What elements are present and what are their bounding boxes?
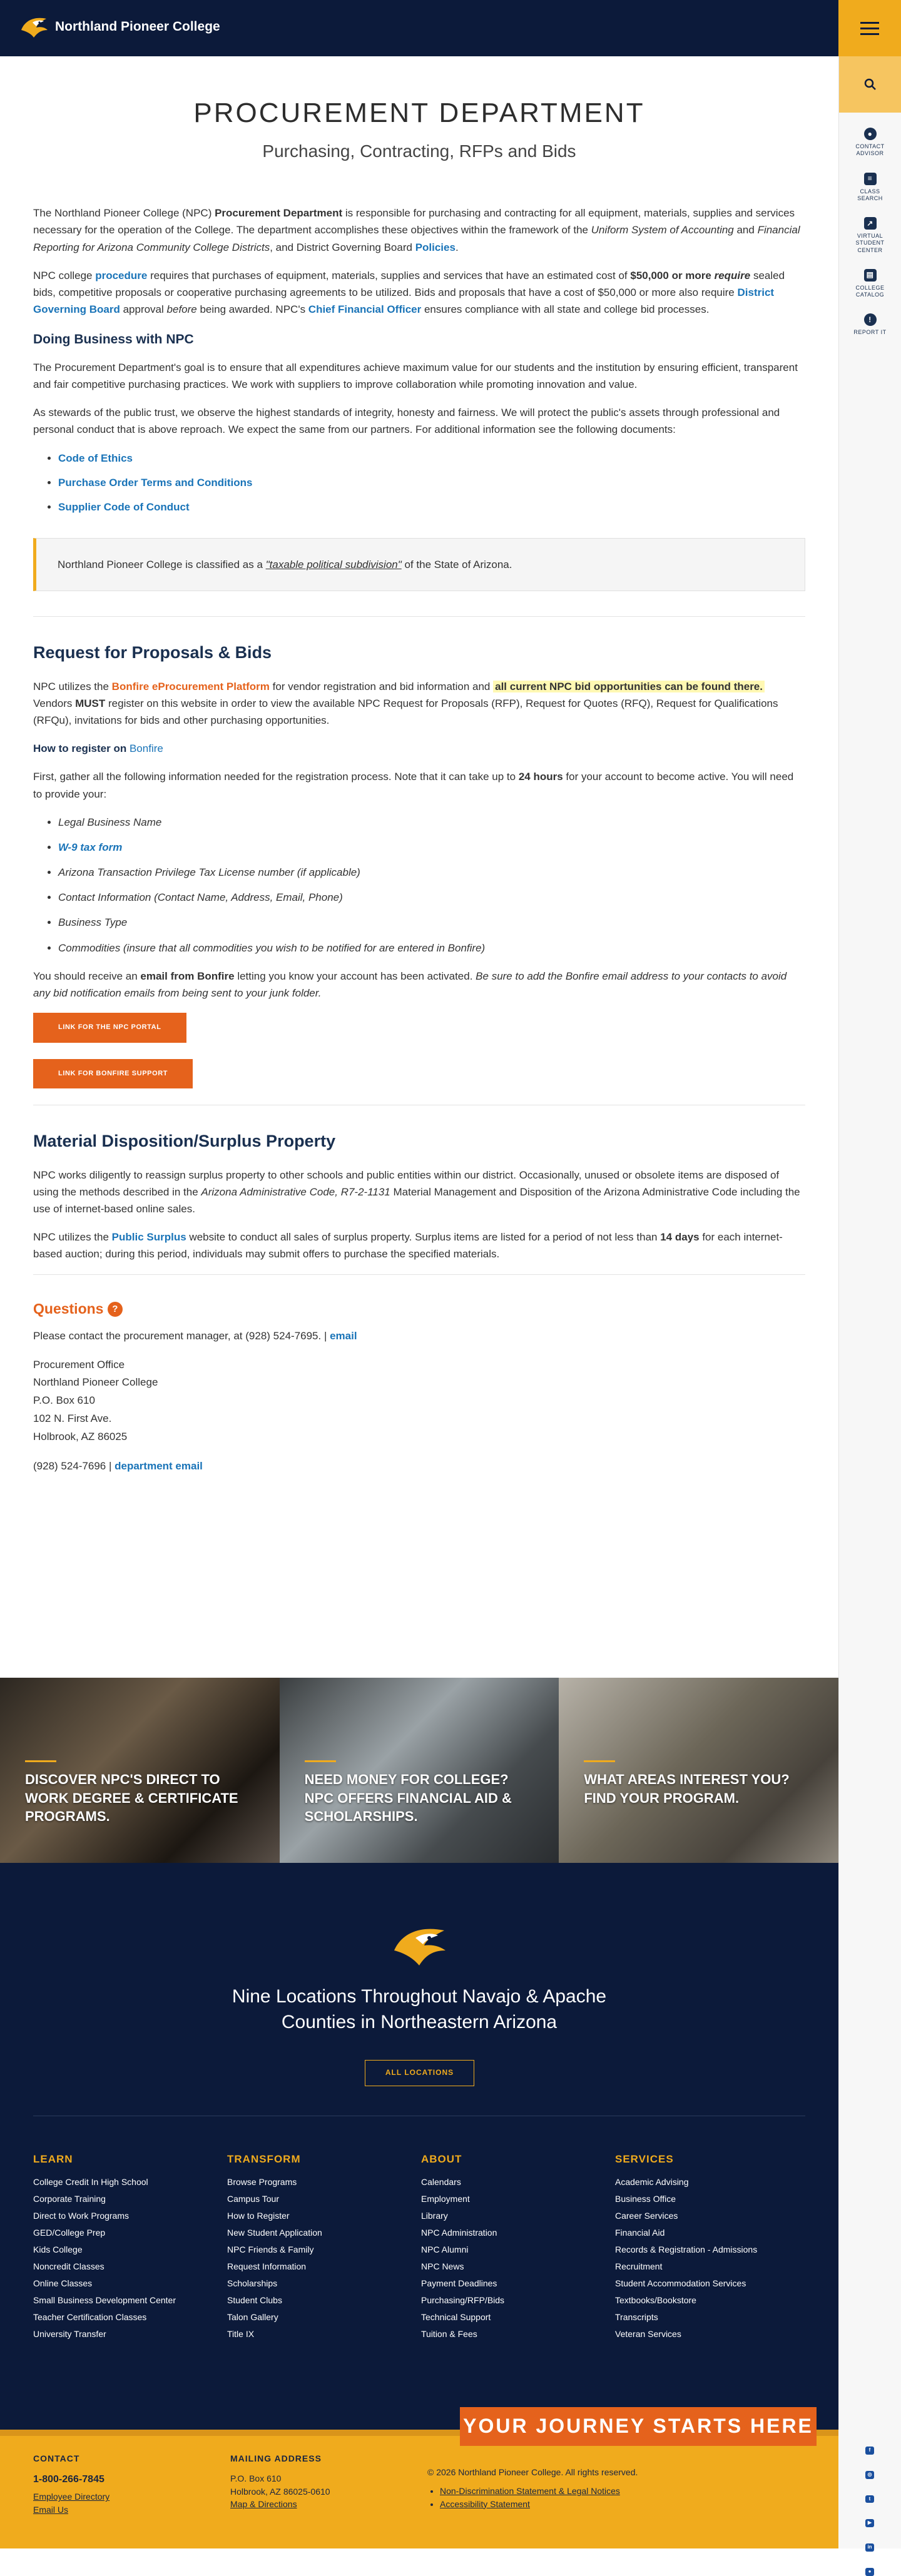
locations-title: Nine Locations Throughout Navajo & Apache Counties in Northeastern Arizona	[232, 1986, 607, 2032]
footer-link[interactable]: Financial Aid	[615, 2228, 665, 2238]
footer-link[interactable]: Title IX	[227, 2329, 255, 2340]
footer-link[interactable]: New Student Application	[227, 2228, 322, 2238]
bonfire-platform-link[interactable]: Bonfire eProcurement Platform	[111, 680, 270, 692]
rail-label: REPORT IT	[853, 329, 887, 336]
department-email-link[interactable]: department email	[115, 1459, 203, 1472]
surplus-heading: Material Disposition/Surplus Property	[33, 1132, 336, 1151]
all-locations-button[interactable]: ALL LOCATIONS	[365, 2060, 474, 2086]
college-catalog-link[interactable]	[839, 269, 901, 299]
footer-link[interactable]: Kids College	[33, 2244, 83, 2255]
promo-text: DISCOVER NPC'S DIRECT TO WORK DEGREE & CERTIFICATE PROGRAMS.	[25, 1772, 238, 1825]
rail-label: CONTACT ADVISOR	[855, 143, 885, 157]
map-directions-link[interactable]: Map & Directions	[230, 2498, 297, 2509]
footer-link[interactable]: NPC Friends & Family	[227, 2244, 314, 2255]
footer-link[interactable]: Campus Tour	[227, 2194, 280, 2204]
promo-financial-aid[interactable]	[280, 1678, 559, 1863]
footer-columns	[33, 2151, 809, 2343]
footer-link[interactable]: Teacher Certification Classes	[33, 2312, 147, 2323]
footer-link[interactable]: Student Clubs	[227, 2295, 282, 2306]
surplus-paragraph: NPC works diligently to reassign surplus property to other schools and public entities within our district. Occasionally, unused or obsolete items are disposed of using the methods described in the Arizona Administrative Code, R7-2-1131 Material Management and Disposition of the Arizona Administrative Code including the use of internet-based online sales.	[33, 1169, 800, 1215]
bonfire-register-link[interactable]: Bonfire	[129, 743, 163, 755]
public-surplus-paragraph: NPC utilizes the Public Surplus website to conduct all sales of surplus property. Surplus items are listed for a period of not less than 14 days for each internet-based auction; during this period, individuals may submit offers to purchase the specified materials.	[33, 1231, 783, 1260]
footer-link[interactable]: How to Register	[227, 2211, 290, 2221]
employee-directory-link[interactable]: Employee Directory	[33, 2492, 110, 2502]
list-item	[58, 450, 805, 467]
main-content	[0, 56, 838, 1486]
report-it-link[interactable]	[839, 313, 901, 336]
legal-block	[427, 2466, 638, 2510]
copyright: © 2026 Northland Pioneer College. All rights reserved.	[427, 2467, 638, 2477]
npc-portal-button[interactable]: LINK FOR THE NPC PORTAL	[33, 1013, 186, 1043]
email-link[interactable]: email	[330, 1330, 357, 1342]
virtual-student-center-icon: ↗	[864, 217, 877, 230]
footer-link[interactable]: Browse Programs	[227, 2177, 297, 2188]
footer-column-services	[615, 2151, 809, 2343]
public-surplus-link[interactable]: Public Surplus	[111, 1231, 186, 1244]
logo-text: Northland Pioneer College	[55, 19, 220, 34]
activation-paragraph: You should receive an email from Bonfire letting you know your account has been activated. Be sure to add the Bonfire email address to your contacts to avoid any bid notification emails from being sent to your junk folder.	[33, 970, 787, 1000]
footer-link[interactable]: Payment Deadlines	[421, 2278, 497, 2289]
search-button[interactable]	[839, 56, 901, 113]
footer-link[interactable]: Academic Advising	[615, 2177, 689, 2188]
promo-direct-to-work[interactable]	[0, 1678, 280, 1863]
footer-link[interactable]: Employment	[421, 2194, 470, 2204]
goal-paragraph: The Procurement Department's goal is to ensure that all expenditures achieve maximum value for our students and the institution by ensuring efficient, transparent and fair competitive purchasing practices. We work with suppliers to improve collaboration while promoting innovation and value.	[33, 361, 798, 391]
contact-heading: CONTACT	[33, 2453, 80, 2463]
procedure-paragraph: NPC college procedure requires that purchases of equipment, materials, supplies and services that have an estimated cost of $50,000 or more require sealed bids, competitive proposals or cooperative purchasing agreements to be utilized. Bids and proposals that have a cost of $50,000 or more also require District Governing Board approval before being awarded. NPC's Chief Financial Officer ensures compliance with all state and college bid processes.	[33, 269, 785, 316]
flickr-icon[interactable]: ●	[865, 2568, 874, 2576]
accent-bar	[584, 1760, 615, 1762]
rail-label: COLLEGE CATALOG	[855, 284, 885, 298]
rail-label: CLASS SEARCH	[857, 188, 883, 201]
accessibility-link[interactable]: • Accessibility Statement	[440, 2498, 530, 2509]
register-heading: How to register on Bonfire	[33, 743, 163, 755]
promo-text: NEED MONEY FOR COLLEGE? NPC OFFERS FINANCIAL AID & SCHOLARSHIPS.	[304, 1772, 512, 1825]
contact-paragraph: Please contact the procurement manager, at (928) 524-7695. | email	[33, 1330, 357, 1342]
list-item	[58, 839, 805, 856]
mailing-block: MAILING ADDRESS P.O. Box 610 Holbrook, AZ 86025-0610 Map & Directions	[230, 2452, 330, 2510]
footer-link[interactable]: Calendars	[421, 2177, 461, 2188]
rail-label: VIRTUAL STUDENT CENTER	[855, 233, 885, 253]
footer-link[interactable]: Textbooks/Bookstore	[615, 2295, 696, 2306]
doing-business-heading: Doing Business with NPC	[33, 332, 194, 347]
eagle-logo-icon	[388, 1919, 450, 1969]
list-item: • Commodities (insure that all commodities you wish to be notified for are entered in Bonfire)	[58, 940, 805, 956]
footer-link[interactable]: Student Accommodation Services	[615, 2278, 746, 2289]
instagram-icon[interactable]: ◎	[865, 2471, 874, 2479]
info-icon: !	[864, 313, 877, 326]
questions-heading: Questions ?	[33, 1297, 805, 1321]
top-header	[0, 0, 838, 56]
facebook-icon[interactable]: f	[865, 2447, 874, 2455]
rfp-heading: Request for Proposals & Bids	[33, 643, 272, 662]
accent-bar	[25, 1760, 56, 1762]
list-item	[58, 499, 805, 515]
footer-link[interactable]: Tuition & Fees	[421, 2329, 477, 2340]
promo-find-program[interactable]	[559, 1678, 838, 1863]
procedure-link[interactable]: procedure	[95, 269, 148, 281]
page-subtitle: Purchasing, Contracting, RFPs and Bids	[262, 141, 576, 161]
email-us-link[interactable]: Email Us	[33, 2504, 69, 2515]
divider	[33, 1274, 805, 1275]
contact-phone[interactable]: 1-800-266-7845	[33, 2474, 104, 2485]
footer-link[interactable]: Library	[421, 2211, 448, 2221]
bottom-band	[0, 2415, 838, 2548]
footer-link[interactable]: Request Information	[227, 2261, 307, 2272]
non-discrimination-link[interactable]: • Non-Discrimination Statement & Legal Notices	[440, 2486, 620, 2497]
footer-link[interactable]: GED/College Prep	[33, 2228, 106, 2238]
college-logo-link[interactable]	[19, 11, 220, 43]
contact-advisor-link[interactable]	[839, 128, 901, 158]
po-terms-link[interactable]: Purchase Order Terms and Conditions	[58, 476, 253, 489]
page-title: PROCUREMENT DEPARTMENT	[193, 98, 645, 128]
list-item: • Arizona Transaction Privilege Tax License number (if applicable)	[58, 864, 805, 881]
footer-link[interactable]: Corporate Training	[33, 2194, 106, 2204]
quick-links-rail	[838, 56, 901, 2548]
search-icon	[864, 78, 877, 91]
cfo-link[interactable]: Chief Financial Officer	[308, 303, 422, 316]
footer-link[interactable]: Technical Support	[421, 2312, 491, 2323]
accent-bar	[305, 1760, 336, 1762]
youtube-icon[interactable]: ▶	[865, 2519, 874, 2527]
footer-column-transform	[227, 2151, 421, 2343]
footer-link[interactable]: Scholarships	[227, 2278, 278, 2289]
tax-classification-callout: Northland Pioneer College is classified as a "taxable political subdivision" of the State of Arizona.	[33, 538, 805, 591]
contact-block	[33, 2452, 109, 2516]
registration-info-paragraph: First, gather all the following information needed for the registration process. Note that it can take up to 24 hours for your account to become active. You will need to provide your:	[33, 771, 794, 800]
promo-text: WHAT AREAS INTEREST YOU? FIND YOUR PROGRAM.	[584, 1772, 790, 1806]
footer-link[interactable]: Small Business Development Center	[33, 2295, 176, 2306]
list-item: • Legal Business Name	[58, 814, 805, 831]
stewards-paragraph: As stewards of the public trust, we observe the highest standards of integrity, honesty and fairness. We will protect the public's assets through professional and personal conduct that is above reproach. We expect the same from our partners. For additional information see the following documents:	[33, 407, 780, 436]
policies-link[interactable]: Policies	[415, 241, 456, 253]
footer-link[interactable]: University Transfer	[33, 2329, 106, 2340]
footer-link[interactable]: Records & Registration - Admissions	[615, 2244, 758, 2255]
footer-link[interactable]: Recruitment	[615, 2261, 663, 2272]
code-of-ethics-link[interactable]: Code of Ethics	[58, 452, 133, 464]
class-search-link[interactable]	[839, 173, 901, 203]
list-item	[58, 474, 805, 491]
procurement-address: Procurement Office Northland Pioneer College P.O. Box 610 102 N. First Ave. Holbrook, AZ 86025	[33, 1358, 158, 1443]
bonfire-paragraph: NPC utilizes the Bonfire eProcurement Platform for vendor registration and bid information and all current NPC bid opportunities can be found there. Vendors MUST register on this website in order to view the available NPC Request for Proposals (RFP), Request for Quotes (RFQ), Request for Qualifications (RFQu), invitations for bids and other purchasing opportunities.	[33, 680, 778, 726]
footer-link[interactable]: Purchasing/RFP/Bids	[421, 2295, 505, 2306]
mailing-heading: MAILING ADDRESS	[230, 2453, 322, 2463]
promo-tiles	[0, 1678, 838, 1863]
footer-column-heading: ABOUT	[421, 2153, 462, 2165]
requirements-list	[58, 814, 805, 956]
footer-link[interactable]: Direct to Work Programs	[33, 2211, 129, 2221]
slogan-banner: YOUR JOURNEY STARTS HERE	[460, 2407, 817, 2446]
list-item: • Business Type	[58, 914, 805, 931]
w9-form-link[interactable]: W-9 tax form	[58, 841, 123, 853]
people-icon: ●	[864, 128, 877, 140]
footer-column-heading: TRANSFORM	[227, 2153, 301, 2165]
footer-link[interactable]: Transcripts	[615, 2312, 658, 2323]
footer-column-learn	[33, 2151, 227, 2343]
footer-link[interactable]: Business Office	[615, 2194, 676, 2204]
eagle-logo-icon	[19, 11, 50, 43]
bonfire-support-button[interactable]: LINK FOR BONFIRE SUPPORT	[33, 1059, 193, 1089]
hamburger-icon	[860, 28, 879, 29]
linkedin-icon[interactable]: in	[865, 2543, 874, 2552]
governing-board-link[interactable]: District Governing Board	[33, 286, 775, 316]
footer-link[interactable]: Noncredit Classes	[33, 2261, 104, 2272]
list-item: • Contact Information (Contact Name, Address, Email, Phone)	[58, 889, 805, 906]
footer-column-heading: LEARN	[33, 2153, 73, 2165]
footer-link[interactable]: Talon Gallery	[227, 2312, 278, 2323]
footer-column-heading: SERVICES	[615, 2153, 674, 2165]
social-links	[838, 2430, 901, 2574]
footer-link[interactable]: Career Services	[615, 2211, 678, 2221]
footer-link[interactable]: NPC Alumni	[421, 2244, 469, 2255]
footer-link[interactable]: College Credit In High School	[33, 2177, 148, 2188]
menu-button[interactable]	[838, 0, 901, 56]
documents-list	[58, 450, 805, 516]
class-search-icon: ≡	[864, 173, 877, 185]
site-footer	[0, 1863, 838, 2430]
supplier-code-link[interactable]: Supplier Code of Conduct	[58, 501, 190, 514]
twitter-icon[interactable]: t	[865, 2495, 874, 2503]
divider	[33, 616, 805, 617]
catalog-icon: ▤	[864, 269, 877, 281]
footer-link[interactable]: NPC Administration	[421, 2228, 497, 2238]
question-icon: ?	[108, 1302, 123, 1317]
footer-link[interactable]: NPC News	[421, 2261, 464, 2272]
footer-link[interactable]: Veteran Services	[615, 2329, 681, 2340]
footer-column-about	[421, 2151, 615, 2343]
virtual-student-center-link[interactable]	[839, 217, 901, 254]
footer-link[interactable]: Online Classes	[33, 2278, 93, 2289]
intro-paragraph: The Northland Pioneer College (NPC) Procurement Department is responsible for purchasing and contracting for all equipment, materials, supplies and services necessary for the operation of the College. The department accomplishes these objectives within the framework of the Uniform System of Accounting and Financial Reporting for Arizona Community College Districts, and District Governing Board Policies.	[33, 207, 800, 253]
phone-line: (928) 524-7696 | department email	[33, 1459, 203, 1472]
